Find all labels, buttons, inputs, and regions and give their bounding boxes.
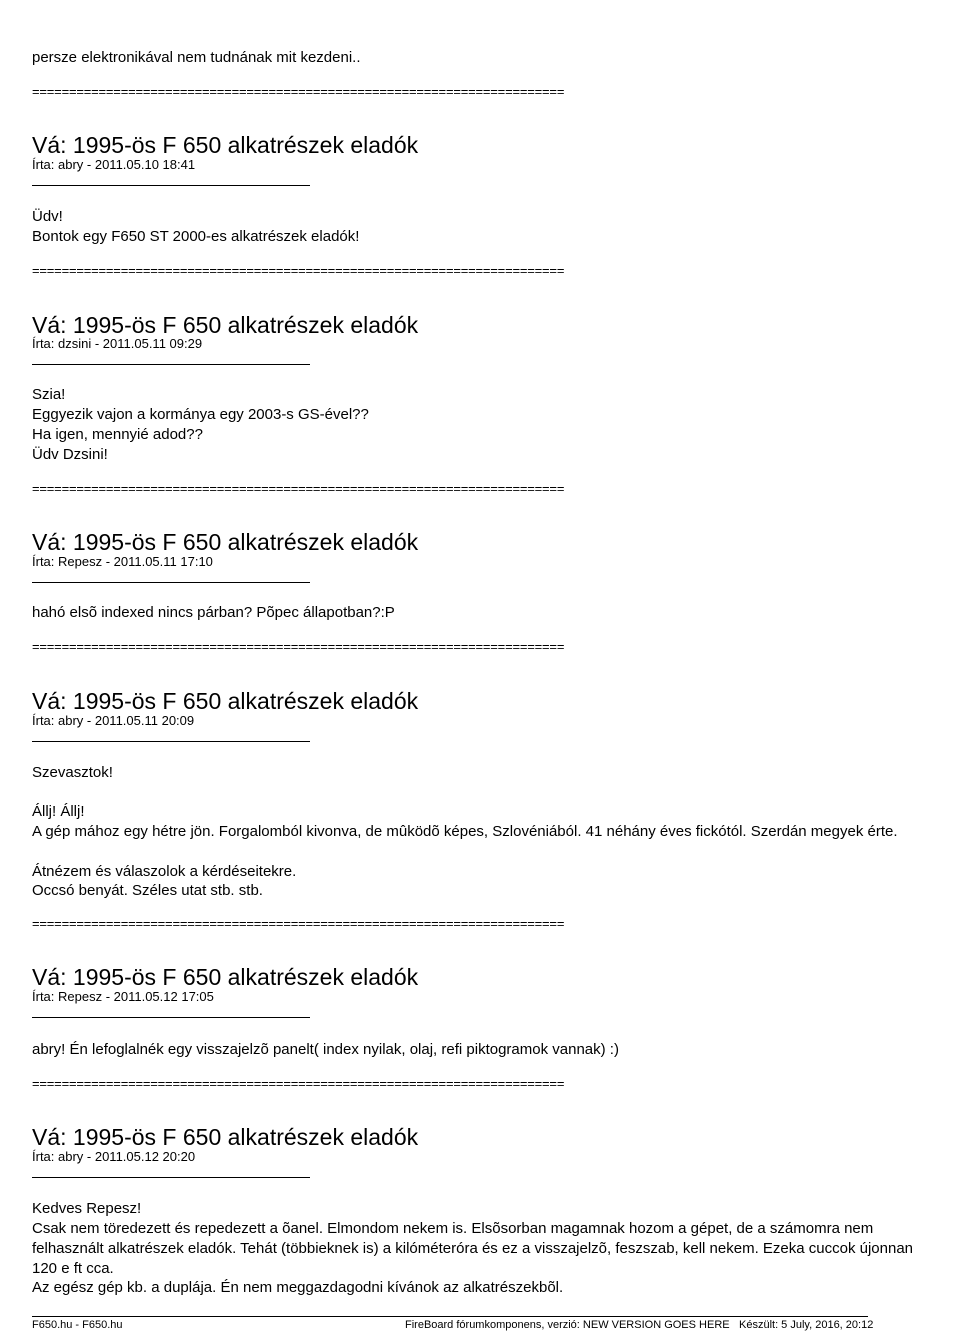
post-body-line: Szevasztok! [32,764,113,781]
footer-divider [32,1316,868,1317]
post-body-line: Átnézem és válaszolok a kérdéseitekre. [32,863,297,880]
post-meta: Írta: Repesz - 2011.05.12 17:05 [32,989,214,1004]
post-body-line: Az egész gép kb. a duplája. Én nem meggazdagodni kívánok az alkatrészekbõl. [32,1279,564,1296]
post-body-line: Kedves Repesz! [32,1200,142,1217]
footer-credits: FireBoard fórumkomponens, verzió: NEW VERSION GOES HERE [405,1319,730,1331]
post-title: Vá: 1995-ös F 650 alkatrészek eladók [32,529,419,555]
post-title: Vá: 1995-ös F 650 alkatrészek eladók [32,1124,419,1150]
post-divider [32,185,310,186]
post-body-line: A gép mához egy hétre jön. Forgalomból kivonva, de mûködõ képes, Szlovéniából. 41 néhány éves fickótól. Szerdán megyek érte. [32,823,898,840]
post-body-line: Occsó benyát. Széles utat stb. stb. [32,882,263,899]
separator: ======================================================================== [32,481,565,496]
post-meta: Írta: abry - 2011.05.12 20:20 [32,1149,196,1164]
post-divider [32,741,310,742]
footer-timestamp: Készült: 5 July, 2016, 20:12 [739,1319,874,1331]
post-title: Vá: 1995-ös F 650 alkatrészek eladók [32,132,419,158]
separator: ======================================================================== [32,263,565,278]
post-body-line: Eggyezik vajon a kormánya egy 2003-s GS-ével?? [32,406,369,423]
post-body-line: Szia! [32,386,66,403]
post-divider [32,1177,310,1178]
post-meta: Írta: abry - 2011.05.10 18:41 [32,157,196,172]
post-body-line: abry! Én lefoglalnék egy visszajelzõ panelt( index nyilak, olaj, refi piktogramok vannak) :) [32,1041,619,1058]
separator: ======================================================================== [32,84,565,99]
post-divider [32,364,310,365]
separator: ======================================================================== [32,916,565,931]
post-body-line: Üdv! [32,208,63,225]
post-meta: Írta: Repesz - 2011.05.11 17:10 [32,554,213,569]
post-title: Vá: 1995-ös F 650 alkatrészek eladók [32,312,419,338]
post-title: Vá: 1995-ös F 650 alkatrészek eladók [32,964,419,990]
post-body-line: Ha igen, mennyié adod?? [32,426,203,443]
post-body-line: Üdv Dzsini! [32,446,108,463]
post-body-line: Bontok egy F650 ST 2000-es alkatrészek eladók! [32,228,360,245]
post-meta: Írta: dzsini - 2011.05.11 09:29 [32,336,203,351]
post-divider [32,1017,310,1018]
separator: ======================================================================== [32,1076,565,1091]
post-body-line: hahó elsõ indexed nincs párban? Põpec állapotban?:P [32,604,395,621]
post-meta: Írta: abry - 2011.05.11 20:09 [32,713,195,728]
post-body-line: Állj! Állj! [32,803,85,820]
separator: ======================================================================== [32,639,565,654]
intro-text: persze elektronikával nem tudnának mit kezdeni.. [32,49,361,66]
post-body-line: Csak nem töredezett és repedezett a õanel. Elmondom nekem is. Elsõsorban magamnak hozom a gépet, de a számomra nem felhasznált alkatrészek eladók. Tehát (többieknek is) a kilóméteróra és ez a visszajelzõ, feszszab, kell nekem. Ezeka cuccok újonnan 120 e ft cca. [32,1220,918,1277]
post-title: Vá: 1995-ös F 650 alkatrészek eladók [32,688,419,714]
post-divider [32,582,310,583]
footer-site: F650.hu - F650.hu [32,1319,123,1331]
